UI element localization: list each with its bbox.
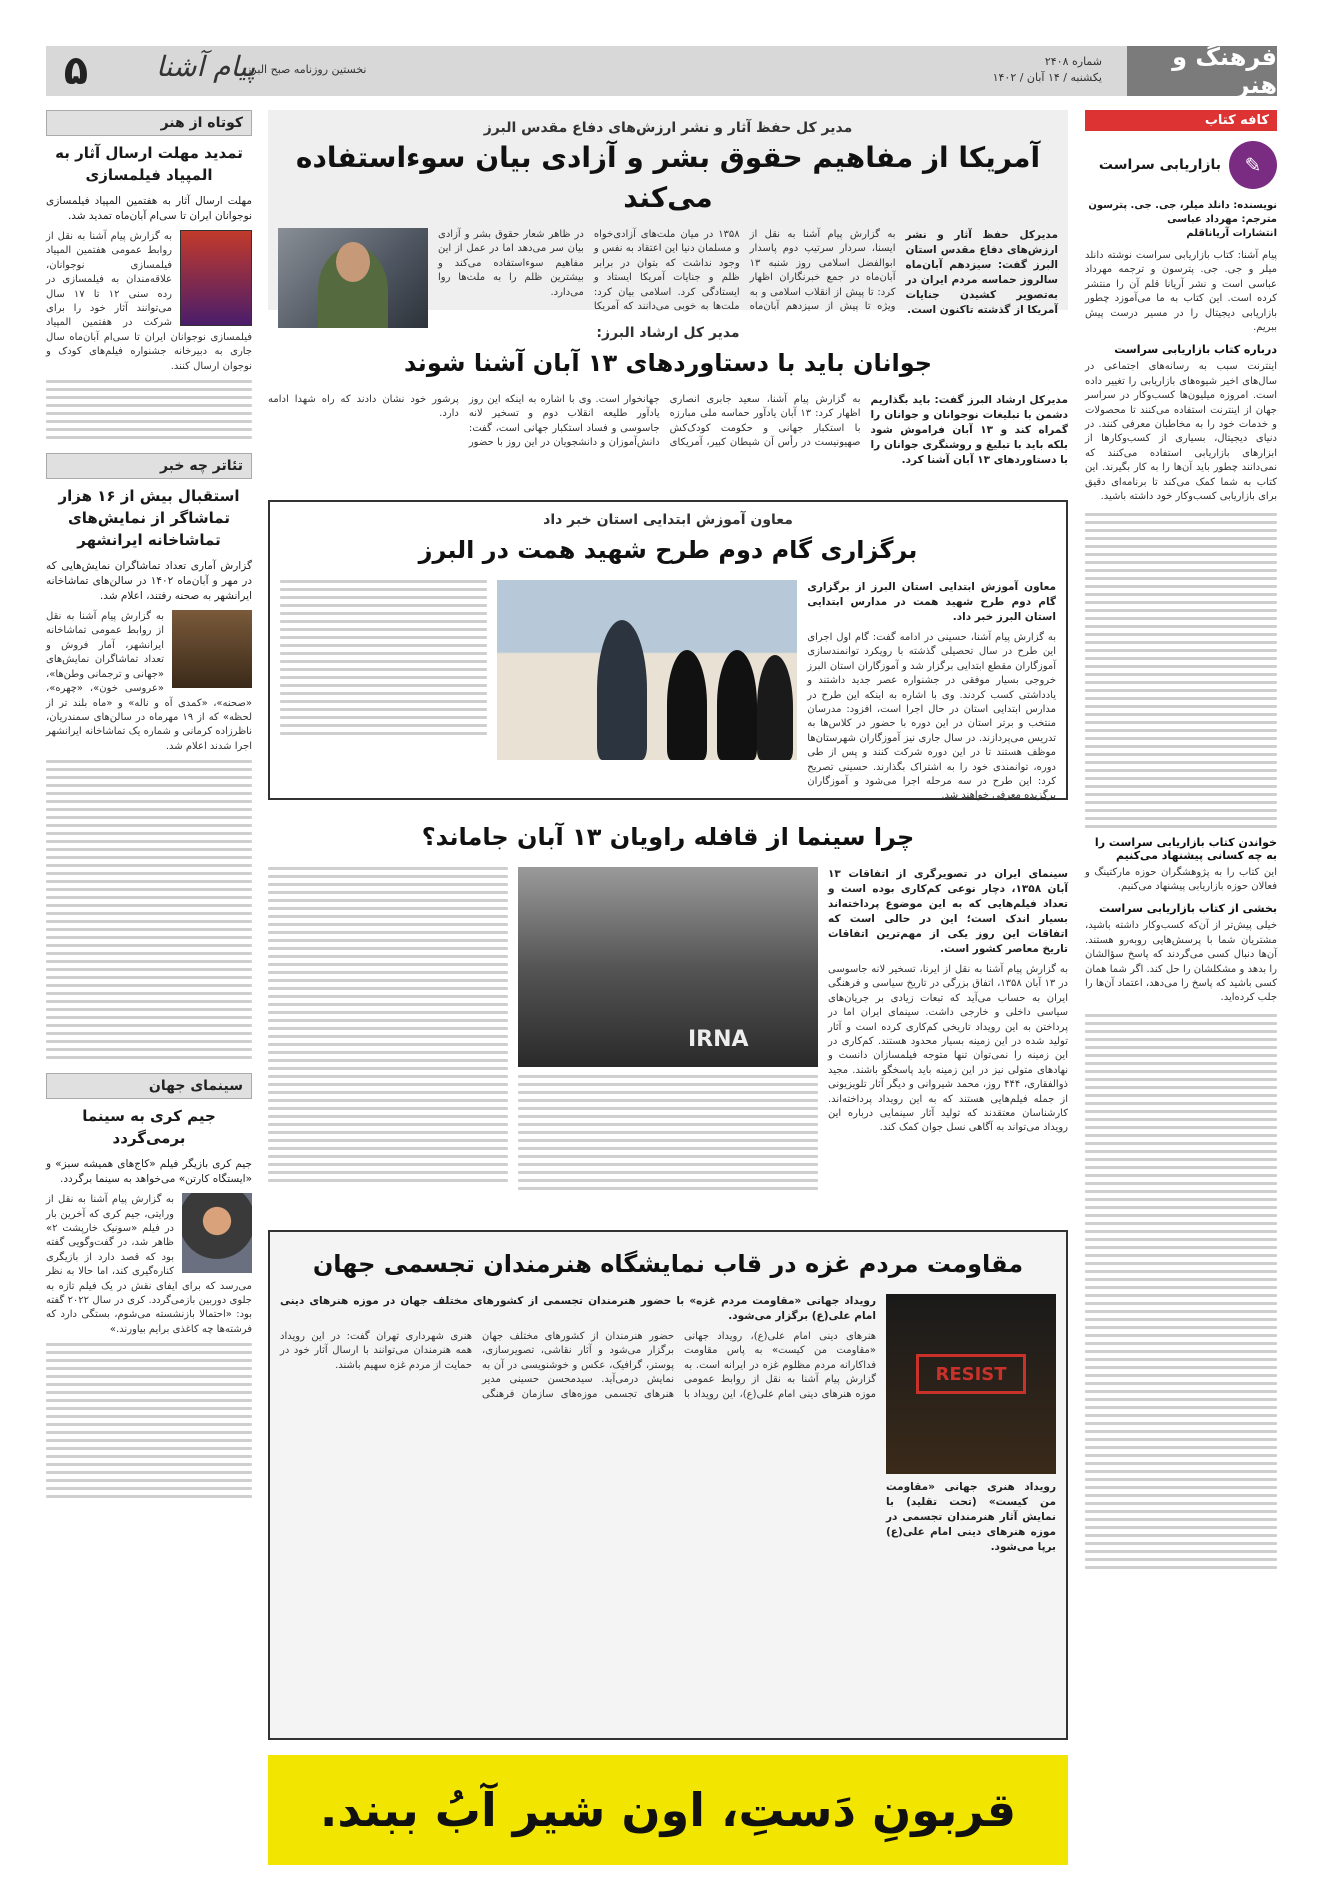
article-defense-values bbox=[268, 110, 1068, 316]
theater-header: تئاتر چه خبر bbox=[46, 453, 252, 479]
page-number: ۵ bbox=[63, 48, 89, 94]
book-cover-icon: ✎ bbox=[1229, 141, 1277, 189]
newspaper-logo: پیام آشنا bbox=[156, 50, 256, 83]
irna-watermark-icon: IRNA bbox=[688, 1027, 749, 1052]
book-excerpt-text: خیلی پیش‌تر از آن‌که کسب‌وکار داشته باشید، مشتریان شما با پرسش‌هایی روبه‌رو هستند. آن‌ها دنبال کسی می‌گردند که پاسخ سؤالشان را بدهد و مشکلشان را حل کند. اگر شما همان کسی باشید که پاسخ را می‌دهد، اعتماد آن‌ها را جلب کرده‌اید. bbox=[1085, 920, 1277, 1004]
article-body bbox=[268, 393, 1068, 474]
article-cinema-aban bbox=[268, 815, 1068, 1215]
festival-poster-image bbox=[180, 230, 252, 326]
article-lead: رویداد جهانی «مقاومت مردم غزه» با حضور هنرمندان تجسمی از کشورهای مختلف جهان در موزه هنرهای دینی امام علی(ع) برگزار می‌شود. bbox=[280, 1295, 876, 1322]
text-filler bbox=[280, 580, 487, 735]
text-filler bbox=[46, 1343, 252, 1498]
book-subhead-audience: خواندن کتاب بازاریابی سراست را به چه کسانی پیشنهاد می‌کنیم bbox=[1094, 835, 1277, 862]
world-cinema-header: سینمای جهان bbox=[46, 1073, 252, 1099]
book-header bbox=[1085, 141, 1277, 189]
crowd-archive-photo bbox=[518, 867, 818, 1067]
short-art-lead: مهلت ارسال آثار به هفتمین المپیاد فیلمسازی نوجوانان ایران تا سی‌ام آبان‌ماه تمدید شد. bbox=[46, 195, 252, 222]
book-audience-text: این کتاب را به پژوهشگران حوزه مارکتینگ و فعالان حوزه بازاریابی پیشنهاد می‌کنیم. bbox=[1085, 866, 1277, 892]
world-cinema-news bbox=[46, 1073, 252, 1498]
article-text: هنرهای دینی امام علی(ع)، رویداد جهانی «مقاومت من کیست» به پاس مقاومت فداکارانه مردم مظلوم غزه در ایرانه است. به گزارش پیام آشنا به نقل از روابط عمومی موزه هنرهای دینی امام علی(ع)، این رویداد با حضور هنرمندان از کشورهای مختلف جهان برگزار می‌شود و آثار نقاشی، تصویرسازی، پوستر، گرافیک، عکس و خوشنویسی در آن به نمایش درمی‌آید. سیدمحسن حسینی مدیر هنرهای تجسمی موزه‌های سازمان فرهنگی هنری شهرداری تهران گفت: در این رویداد همه هنرمندان می‌توانند با ارسال آثار خود در حمایت از مردم غزه سهیم باشند. bbox=[280, 1331, 876, 1400]
water-saving-banner: قربونِ دَستِ، اون شیر آبُ ببند. bbox=[268, 1755, 1068, 1865]
text-filler bbox=[46, 760, 252, 1059]
text-filler bbox=[46, 380, 252, 439]
image-caption: رویداد هنری جهانی «مقاومت من کیست» (تحت تقلید) با نمایش آثار هنرمندان تجسمی در موزه هنرهای دینی امام علی(ع) برپا می‌شود. bbox=[886, 1481, 1056, 1553]
issue-date: یکشنبه / ۱۴ آبان / ۱۴۰۲ bbox=[992, 71, 1102, 84]
world-cinema-lead: جیم کری بازیگر فیلم «کاج‌های همیشه سبز» و «ایستگاه کارتن» می‌خواهد به سینما برگردد. bbox=[46, 1158, 252, 1186]
tagline: نخستین روزنامه صبح البرز bbox=[246, 63, 367, 76]
article-kicker: مدیر کل ارشاد البرز: bbox=[596, 325, 740, 341]
article-headline: جوانان باید با دستاوردهای ۱۳ آبان آشنا شوند bbox=[403, 349, 933, 377]
book-publisher: انتشارات آریاناقلم bbox=[1186, 228, 1277, 239]
theater-lead: گزارش آماری تعداد تماشاگران نمایش‌هایی که در مهر و آبان‌ماه ۱۴۰۲ در سالن‌های تماشاخانه ایرانشهر به صحنه رفتند، اعلام شد. bbox=[46, 560, 252, 603]
main-column bbox=[268, 110, 1068, 1880]
article-headline: آمریکا از مفاهیم حقوق بشر و آزادی بیان سوءاستفاده می‌کند bbox=[295, 141, 1041, 214]
article-kicker: مدیر کل حفظ آثار و نشر ارزش‌های دفاع مقدس البرز bbox=[483, 120, 853, 136]
issue-info bbox=[993, 54, 1102, 86]
masthead bbox=[46, 43, 1277, 99]
actor-portrait-image bbox=[182, 1193, 252, 1273]
book-author: نویسنده: دانلد میلر، جی. جی. پترسون bbox=[1088, 200, 1277, 211]
left-column bbox=[46, 110, 252, 1880]
world-cinema-body: به گزارش پیام آشنا به نقل از ورایتی، جیم کری که آخرین بار در فیلم «سونیک خارپشت ۲» ظاهر شد، در گفت‌وگویی گفته بود که قصد دارد از بازیگری کناره‌گیری کند، اما حالا به نظر می‌رسد که برای ایفای نقش در یک فیلم تازه به جلوی دوربین بازمی‌گردد. کری در سال ۲۰۲۲ گفته بود: «احتمالا بازنشسته می‌شوم، بستگی دارد که فرشته‌ها چه کاغذی برایم بیاورند.» bbox=[46, 1194, 252, 1335]
article-text: به گزارش پیام آشنا، حسینی در ادامه گفت: گام اول اجرای این طرح در سال تحصیلی گذشته با رویکرد توانمندسازی آموزگاران مقطع ابتدایی برگزار شد و آموزگاران استان البرز خروجی بسیار موفقی در جشنواره عصر جدید داشتند و یادداشتی کسب کردند. وی با اشاره به اینکه این طرح در مدارس ابتدایی استان در حال اجرا است، افزود: مدرسان منتخب و برتر استان در این دوره با حضور در کلاس‌ها به تدریس می‌پردازند. در سال جاری نیز آموزگاران شهرستان‌ها موظف هستند تا در این دوره شرکت کنند و پس از طی دوره، توانمندی خود را به اشتراک بگذارند. حسینی تصریح کرد: این طرح در سه مرحله اجرا می‌شود و آموزگاران برگزیده معرفی خواهند شد. bbox=[807, 632, 1056, 802]
book-intro: پیام آشنا: کتاب بازاریابی سراست نوشته دانلد میلر و جی. جی. پترسون و ترجمه مهرداد عباسی است و نشر آریانا قلم آن را منتشر کرده است. این کتاب به ما می‌آموزد چطور بازاریابی دیجیتال را در مسیر درست پیش ببریم. bbox=[1085, 250, 1277, 334]
article-body bbox=[280, 1294, 1056, 1561]
article-lead: مدیرکل ارشاد البرز گفت: باید بگذاریم دشمن با تبلیغات نوجوانان و جوانان را گمراه کند و ۱۳ آبان فراموش شود بلکه باید با تبلیغ و روشنگری جوانان را با دستاوردهای ۱۳ آبان آشنا کرد. bbox=[870, 394, 1068, 466]
book-subhead-about: درباره کتاب بازاریابی سراست bbox=[1114, 343, 1277, 357]
book-translator: مترجم: مهرداد عباسی bbox=[1167, 214, 1277, 225]
resist-logo-icon: RESIST bbox=[916, 1354, 1026, 1394]
text-filler bbox=[268, 867, 508, 1182]
article-lead: سینمای ایران در تصویرگری از اتفاقات ۱۳ آبان ۱۳۵۸، دچار نوعی کم‌کاری بوده است و تعداد فیلم‌هایی که به این موضوع پرداخته‌اند بسیار اندک است؛ این در حالی است که اتفاقات این روز یکی از مهم‌ترین اتفاقات تاریخ معاصر کشور است. bbox=[828, 868, 1068, 955]
section-title: فرهنگ و هنر bbox=[1127, 46, 1277, 96]
article-text: به گزارش پیام آشنا به نقل از ایسنا، سردار سرتیپ دوم پاسدار ابوالفضل اسلامی روز شنبه ۱۳ آبان‌ماه در جمع خبرنگاران اظهار کرد: تا پیش از انقلاب اسلامی و به ویژه تا پیش از سیزدهم آبان‌ماه ۱۳۵۸ در میان ملت‌های آزادی‌خواه و مسلمان دنیا این اعتقاد به نفس و وجود نداشت که بتوان در برابر ظلم و جنایات آمریکا ایستاد و ایستادگی کرد. اسلامی بیان کرد: ملت‌ها به خوبی می‌دانند که آمریکا در ظاهر شعار حقوق بشر و آزادی بیان سر می‌دهد اما در عمل از این مفاهیم سوءاستفاده می‌کند و بیشترین ظلم را به ملت‌ها روا می‌دارد. bbox=[438, 229, 896, 313]
theater-body: به گزارش پیام آشنا به نقل از روابط عمومی تماشاخانه ایرانشهر، آمار فروش و تعداد تماشاگران نمایش‌های «جهانی و ترجمانی وطن‌ها»، «عروسی خون»، «چهره»، «صحنه»، «کمدی آه و ناله» و «ماه بلند تر از لحظه» که از ۱۹ مهرماه در سالن‌های سمندریان، ناظرزاده کرمانی و شماره یک تماشاخانه ایرانشهر اجرا شدند اعلام شد. bbox=[46, 611, 253, 752]
book-cafe-header: کافه کتاب bbox=[1085, 110, 1277, 131]
article-text: به گزارش پیام آشنا، سعید جابری انصاری اظهار کرد: ۱۳ آبان یادآور حماسه ملی مبارزه با استکبار جهانی و حکومت کودک‌کش صهیونیست در رأس آن شیطان کبیر، آمریکای جهانخوار است. وی با اشاره به اینکه این روز یادآور طلیعه انقلاب دوم و تسخیر لانه جاسوسی و فساد استکبار جهانی است، گفت: دانش‌آموزان و دانشجویان در این روز با حضور پرشور خود نشان دادند که راه شهدا ادامه دارد. bbox=[268, 394, 861, 449]
book-cafe-column bbox=[1085, 110, 1277, 1880]
short-art-body: به گزارش پیام آشنا به نقل از روابط عمومی هفتمین المپیاد فیلمسازی نوجوانان، علاقه‌مندان به فیلمسازی در رده سنی ۱۲ تا ۱۷ سال می‌توانند آثار خود را برای شرکت در هفتمین المپیاد فیلمسازی نوجوانان ایران تا سی‌ام آبان‌ماه سال جاری به دبیرخانه جشنواره فیلم‌های کودک و نوجوان ارسال کنند. bbox=[46, 231, 252, 372]
theater-title: استقبال بیش از ۱۶ هزار تماشاگر از نمایش‌های تماشاخانه ایرانشهر bbox=[58, 487, 240, 550]
classroom-photo bbox=[497, 580, 797, 760]
text-filler bbox=[1085, 513, 1277, 828]
book-title: بازاریابی سراست bbox=[1098, 157, 1221, 173]
article-lead: مدیرکل حفظ آثار و نشر ارزش‌های دفاع مقدس استان البرز گفت: سیزدهم آبان‌ماه سالروز حماسه مردم ایران در به‌تصویر کشیدن جنایات آمریکا از گذشته تاکنون است. bbox=[905, 229, 1058, 316]
article-kicker: معاون آموزش ابتدایی استان خبر داد bbox=[543, 512, 793, 528]
issue-number: شماره ۲۴۰۸ bbox=[1044, 55, 1102, 68]
text-filler bbox=[518, 1075, 818, 1190]
article-headline: چرا سینما از قافله راویان ۱۳ آبان جاماند؟ bbox=[421, 823, 915, 851]
article-gaza-exhibition bbox=[268, 1230, 1068, 1740]
book-about-text: اینترنت سبب به رسانه‌های اجتماعی در سال‌های اخیر شیوه‌های بازاریابی را تغییر داده است. امروزه میلیون‌ها کسب‌وکار در سراسر جهان از اینترنت استفاده می‌کنند تا محصولات و خدمات خود را به مخاطبان معرفی کنند. در دنیای دیجیتال، بسیاری از کسب‌وکارها از ابزارهای بازاریابی استفاده می‌کنند که نمی‌دانند چطور باید آن‌ها را به کار بگیرند. این کتاب به شما کمک می‌کند تا برنامه‌ای دقیق برای بازاریابی کسب‌وکار خود داشته باشید. bbox=[1085, 361, 1277, 503]
article-headline: مقاومت مردم غزه در قاب نمایشگاه هنرمندان تجسمی جهان bbox=[312, 1250, 1024, 1278]
theater-news bbox=[46, 453, 252, 1059]
article-headline: برگزاری گام دوم طرح شهید همت در البرز bbox=[418, 536, 918, 564]
world-cinema-title: جیم کری به سینما برمی‌گردد bbox=[82, 1107, 216, 1148]
book-subhead-excerpt: بخشی از کتاب بازاریابی سراست bbox=[1099, 902, 1277, 916]
article-text: به گزارش پیام آشنا به نقل از ایرنا، تسخیر لانه جاسوسی در ۱۳ آبان ۱۳۵۸، اتفاق بزرگی در تاریخ سیاسی و فرهنگی ایران به حساب می‌آید که تبعات زیادی بر جریان‌های سیاسی داخلی و خارجی داشت. سینمای ایران اما در پرداختن به این رویداد تاریخی کم‌کاری کرده است و آثار تولید شده در این زمینه بسیار محدود هستند. کم‌کاری در این زمینه را نمی‌توان تنها متوجه فیلمسازان دانست و نهادهای متولی نیز در این زمینه باید پاسخگو باشند. مجید ذوالفقاری، ۴۴۴ روز، محمد شیروانی و دیگر آثار تلویزیونی از جمله فیلم‌هایی هستند که به این رویداد پرداخته‌اند. کارشناسان معتقدند که تولید آثار سینمایی درباره این رویداد می‌تواند به آگاهی نسل جوان کمک کند. bbox=[828, 964, 1068, 1134]
short-art-header: کوتاه از هنر bbox=[46, 110, 252, 136]
article-body bbox=[278, 228, 1058, 328]
book-credits bbox=[1085, 199, 1277, 241]
short-art-news bbox=[46, 110, 252, 439]
commander-photo bbox=[278, 228, 428, 328]
article-body bbox=[268, 867, 1068, 1190]
article-lead: معاون آموزش ابتدایی استان البرز از برگزاری گام دوم طرح شهید همت در مدارس ابتدایی استان البرز خبر داد. bbox=[807, 581, 1056, 623]
article-shahid-hemmat bbox=[268, 500, 1068, 800]
short-art-title: تمدید مهلت ارسال آثار به المپیاد فیلمسازی bbox=[55, 144, 243, 184]
article-body bbox=[280, 580, 1056, 804]
exhibition-poster-image bbox=[886, 1294, 1056, 1474]
article-ershad bbox=[268, 325, 1068, 485]
text-filler bbox=[1085, 1014, 1277, 1569]
theater-building-image bbox=[172, 610, 252, 688]
